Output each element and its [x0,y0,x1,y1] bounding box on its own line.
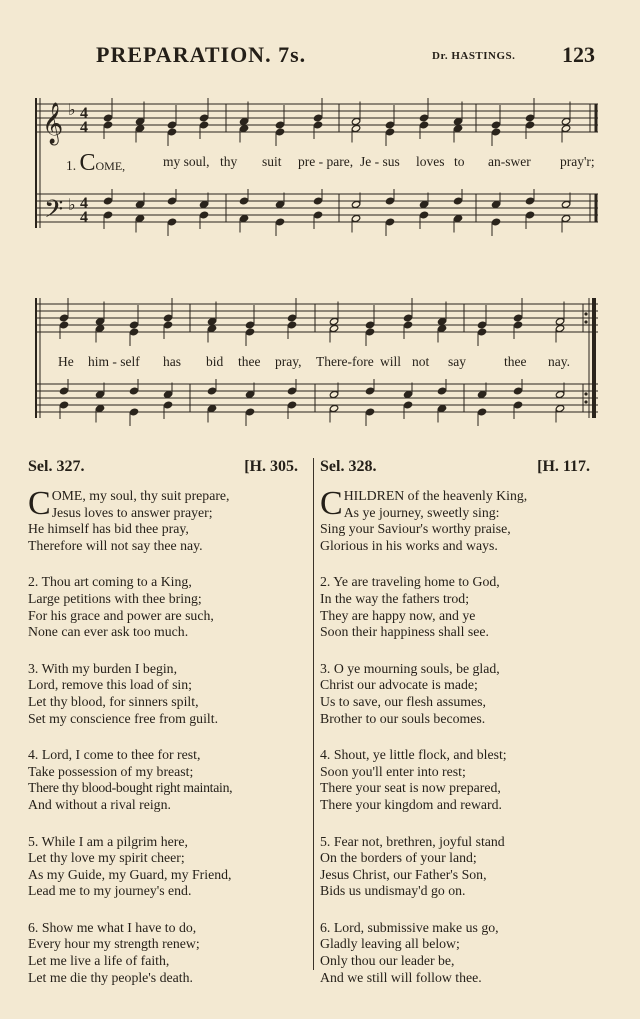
note-head [129,328,138,336]
note-head [103,114,112,122]
stanza: 3. With my burden I begin, Lord, remove this load of sin; Let thy blood, for sinners spilt, Set my conscience free from guilt. [28,660,219,726]
note-head [313,197,322,205]
note-head [167,121,176,129]
note-head [59,321,68,329]
lyric-word: my soul, [163,154,210,169]
hymn-reference: [H. 117. [537,458,590,475]
note-head [491,218,500,226]
treble-clef-icon: 𝄞 [42,103,64,144]
composer-name: Dr. HASTINGS. [432,50,516,62]
note-head [453,118,462,126]
note-head [561,201,570,209]
note-head [167,128,176,136]
note-head [313,211,322,219]
lyric-word: him - self [88,354,140,369]
note-head [365,408,374,416]
flat-icon: ♭ [68,195,76,214]
note-head [239,215,248,223]
note-head [95,318,104,326]
lyric-word: nay. [548,354,570,369]
note-head [437,318,446,326]
stanza: 2. Ye are traveling home to God, In the way the fathers trod; They are happy now, and ye Soon their happiness shall see. [320,574,500,640]
note-head [525,197,534,205]
note-head [239,125,248,133]
lyric-word: pray, [275,354,302,369]
note-head [351,201,360,209]
note-head [207,318,216,326]
note-head [199,121,208,129]
selection-327 [28,458,306,1006]
note-head [199,211,208,219]
note-head [245,321,254,329]
lyric-word: loves [416,154,445,169]
note-head [437,405,446,413]
note-head [275,218,284,226]
note-head [163,321,172,329]
note-head [163,391,172,399]
note-head [351,125,360,133]
note-head [477,408,486,416]
stanza: 5. While I am a pilgrim here, Let thy love my spirit cheer; As my Guide, my Guard, my Friend, Lead me to my journey's end. [28,833,232,899]
note-head [167,197,176,205]
lyric-word: bid [206,354,224,369]
note-head [199,114,208,122]
note-head [491,121,500,129]
selection-header [28,458,306,482]
note-head [385,197,394,205]
note-head [239,118,248,126]
note-head [403,321,412,329]
note-head [275,121,284,129]
stanza: 5. Fear not, brethren, joyful stand On the borders of your land; Jesus Christ, our Father's Son, Bids us undismay'd go on. [320,833,505,899]
time-signature-bottom: 4 [80,119,88,136]
hymn-title: PREPARATION. 7s. [96,42,307,67]
column-divider [313,458,314,970]
note-head [103,211,112,219]
note-head [207,387,216,395]
repeat-dots [584,312,587,403]
bass-clef-icon: 𝄢 [44,195,64,230]
note-head [365,387,374,395]
note-head [525,211,534,219]
note-head [329,325,338,333]
note-head [245,328,254,336]
note-head [453,215,462,223]
note-head [95,325,104,333]
lyric-word: thy [220,154,238,169]
note-head [313,121,322,129]
note-head [135,215,144,223]
note-head [207,405,216,413]
note-head [419,121,428,129]
note-head [275,128,284,136]
note-head [365,328,374,336]
note-head [287,321,296,329]
lyric-line-1: 1. COME, [66,150,126,176]
note-head [491,128,500,136]
lyric-word: There-fore [316,354,374,369]
note-head [135,201,144,209]
note-head [365,321,374,329]
note-head [513,387,522,395]
selection-header [320,458,598,482]
note-head [239,197,248,205]
note-head [275,201,284,209]
note-head [103,197,112,205]
stanza: 6. Lord, submissive make us go, Gladly leaving all below; Only thou our leader be, And we still will follow thee. [320,919,499,985]
lyric-word: thee [504,354,527,369]
lyric-word: not [412,354,430,369]
note-head [199,201,208,209]
note-head [491,201,500,209]
stanza: 3. O ye mourning souls, be glad, Christ our advocate is made; Us to save, our flesh assumes, Brother to our souls becomes. [320,660,500,726]
note-head [313,114,322,122]
time-signature-top: 4 [80,195,88,212]
note-head [129,408,138,416]
note-head [287,387,296,395]
hymn-reference: [H. 305. [244,458,298,475]
note-head [403,391,412,399]
lyric-word: an-swer [488,154,531,169]
note-head [167,218,176,226]
note-head [385,218,394,226]
time-signature-top: 4 [80,105,88,122]
note-head [287,314,296,322]
note-head [419,114,428,122]
note-head [385,128,394,136]
lyric-word: has [163,354,181,369]
note-head [513,314,522,322]
note-head [437,387,446,395]
note-head [453,125,462,133]
note-head [525,121,534,129]
note-head [403,401,412,409]
lyric-word: will [380,354,402,369]
drop-cap: C [28,485,51,522]
note-head [287,401,296,409]
note-head [329,405,338,413]
note-head [59,314,68,322]
note-heads [59,98,570,426]
note-head [477,328,486,336]
note-head [329,318,338,326]
selection-number: Sel. 327. [28,458,85,475]
note-head [59,401,68,409]
stanza: 2. Thou art coming to a King, Large petitions with thee bring; For his grace and power are such, None can ever ask too much. [28,574,214,640]
lyric-word: pre - pare, [298,154,354,169]
note-head [525,114,534,122]
note-head [555,318,564,326]
note-head [103,121,112,129]
note-head [385,121,394,129]
note-head [351,118,360,126]
note-head [95,405,104,413]
note-head [561,125,570,133]
note-head [163,314,172,322]
note-head [329,391,338,399]
stanza: 4. Shout, ye little flock, and blest; Soon you'll enter into rest; There your seat is now prepared, There your kingdom and reward. [320,747,507,812]
note-head [135,125,144,133]
note-head [95,391,104,399]
drop-cap: C [320,485,343,522]
page-number: 123 [562,42,595,67]
time-signature-bottom: 4 [80,209,88,226]
lyric-word: Je - sus [360,154,400,169]
note-head [477,391,486,399]
note-head [419,211,428,219]
note-head [163,401,172,409]
note-head [351,215,360,223]
flat-icon: ♭ [68,100,76,119]
lyric-word: pray'r; [560,154,595,169]
note-head [245,408,254,416]
stanza: C HILDREN of the heavenly King, As ye journey, sweetly sing: Sing your Saviour's worthy praise, Glorious in his works and ways. [320,485,528,553]
note-head [419,201,428,209]
lyric-word: to [454,154,465,169]
lyric-word: He [58,354,74,369]
note-head [555,325,564,333]
note-head [129,321,138,329]
note-head [207,325,216,333]
lyric-word: suit [262,154,282,169]
lyric-word: say [448,354,466,369]
note-head [555,405,564,413]
note-head [403,314,412,322]
note-head [245,391,254,399]
music-score [0,0,640,450]
note-head [129,387,138,395]
stanza: 6. Show me what I have to do, Every hour my strength renew; Let me live a life of faith, Let me die thy people's death. [28,919,200,985]
selection-328 [320,458,598,1006]
stanza: C OME, my soul, thy suit prepare, Jesus loves to answer prayer; He himself has bid thee pray, Therefore will not say thee nay. [28,485,230,553]
note-head [59,387,68,395]
note-head [561,118,570,126]
note-head [555,391,564,399]
note-head [477,321,486,329]
note-head [437,325,446,333]
note-head [561,215,570,223]
note-head [135,118,144,126]
lyric-word: thee [238,354,261,369]
stanza: 4. Lord, I come to thee for rest, Take possession of my breast; There thy blood-bought right maintain, And without a rival reign. [28,747,233,812]
note-head [513,321,522,329]
note-head [453,197,462,205]
selection-number: Sel. 328. [320,458,377,475]
note-head [513,401,522,409]
